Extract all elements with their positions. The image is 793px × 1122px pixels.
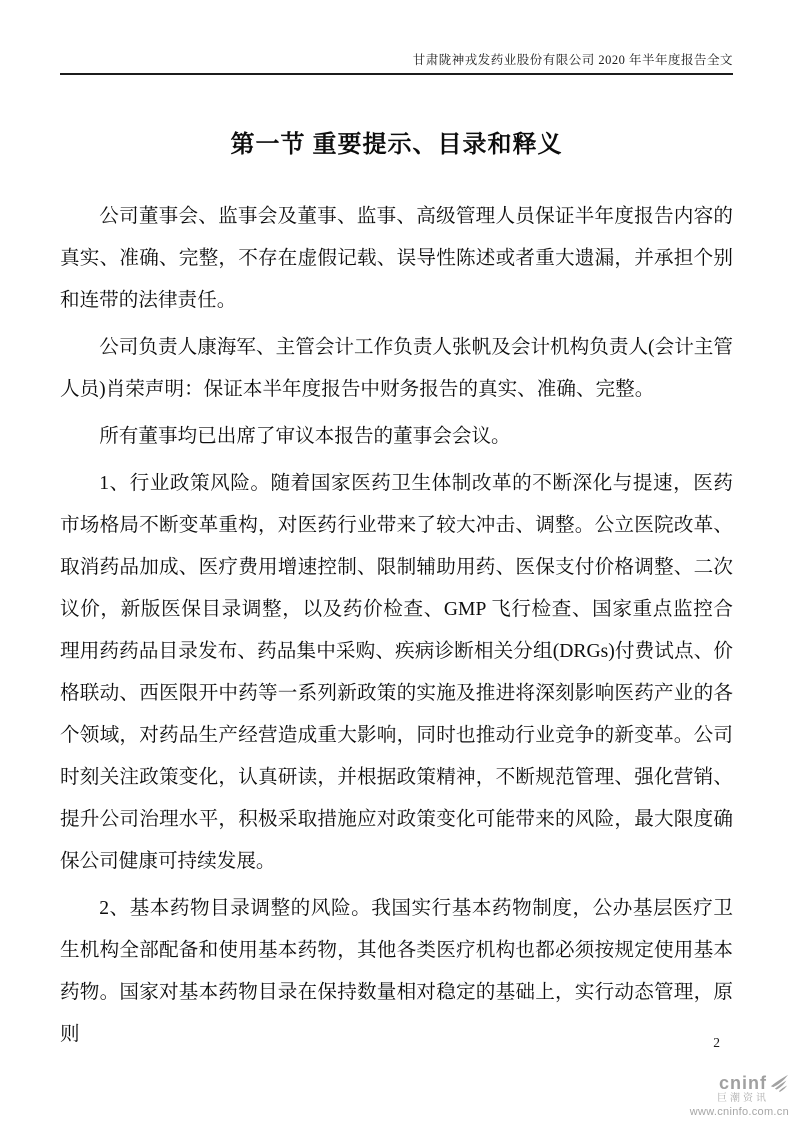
header-title: 甘肃陇神戎发药业股份有限公司 2020 年半年度报告全文 [412,53,733,67]
cninfo-brand-cn: 巨潮资讯 [717,1093,769,1104]
cninfo-url: www.cninfo.com.cn [689,1106,789,1118]
cninfo-brand-row [669,1074,789,1092]
paragraph-attendance: 所有董事均已出席了审议本报告的董事会会议。 [99,426,511,447]
paragraph-risk-essential-drug-list: 2、基本药物目录调整的风险。我国实行基本药物制度，公办基层医疗卫生机构全部配备和使用基本药物，其他各类医疗机构也都必须按规定使用基本药物。国家对基本药物目录在保持数量相对稳定的基础上，实行动态管理，原则 [60,898,733,1045]
cninfo-logo [669,1074,789,1118]
document-body [60,196,733,1061]
cninfo-brand-text: cninf [719,1073,767,1093]
swirl-icon [769,1074,789,1092]
section-title: 第一节 重要提示、目录和释义 [230,132,563,158]
paragraph-responsibility: 公司董事会、监事会及董事、监事、高级管理人员保证半年度报告内容的真实、准确、完整，不存在虚假记载、误导性陈述或者重大遗漏，并承担个别和连带的法律责任。 [60,206,733,311]
paragraph-declaration: 公司负责人康海军、主管会计工作负责人张帆及会计机构负责人(会计主管人员)肖荣声明：保证本半年度报告中财务报告的真实、准确、完整。 [60,337,733,400]
page-number: 2 [713,1035,720,1050]
page-header [60,50,733,75]
paragraph-risk-industry-policy: 1、行业政策风险。随着国家医药卫生体制改革的不断深化与提速，医药市场格局不断变革重构，对医药行业带来了较大冲击、调整。公立医院改革、取消药品加成、医疗费用增速控制、限制辅助用药、医保支付价格调整、二次议价，新版医保目录调整，以及药价检查、GMP 飞行检查、国家重点监控合理用药药品目录发布、药品集中采购、疾病诊断相关分组(DRGs)付费试点、价格联动、西医限开中药等一系列新政策的实施及推进将深刻影响医药产业的各个领域，对药品生产经营造成重大影响，同时也推动行业竞争的新变革。公司时刻关注政策变化，认真研读，并根据政策精神，不断规范管理、强化营销、提升公司治理水平，积极采取措施应对政策变化可能带来的风险，最大限度确保公司健康可持续发展。 [60,473,733,872]
